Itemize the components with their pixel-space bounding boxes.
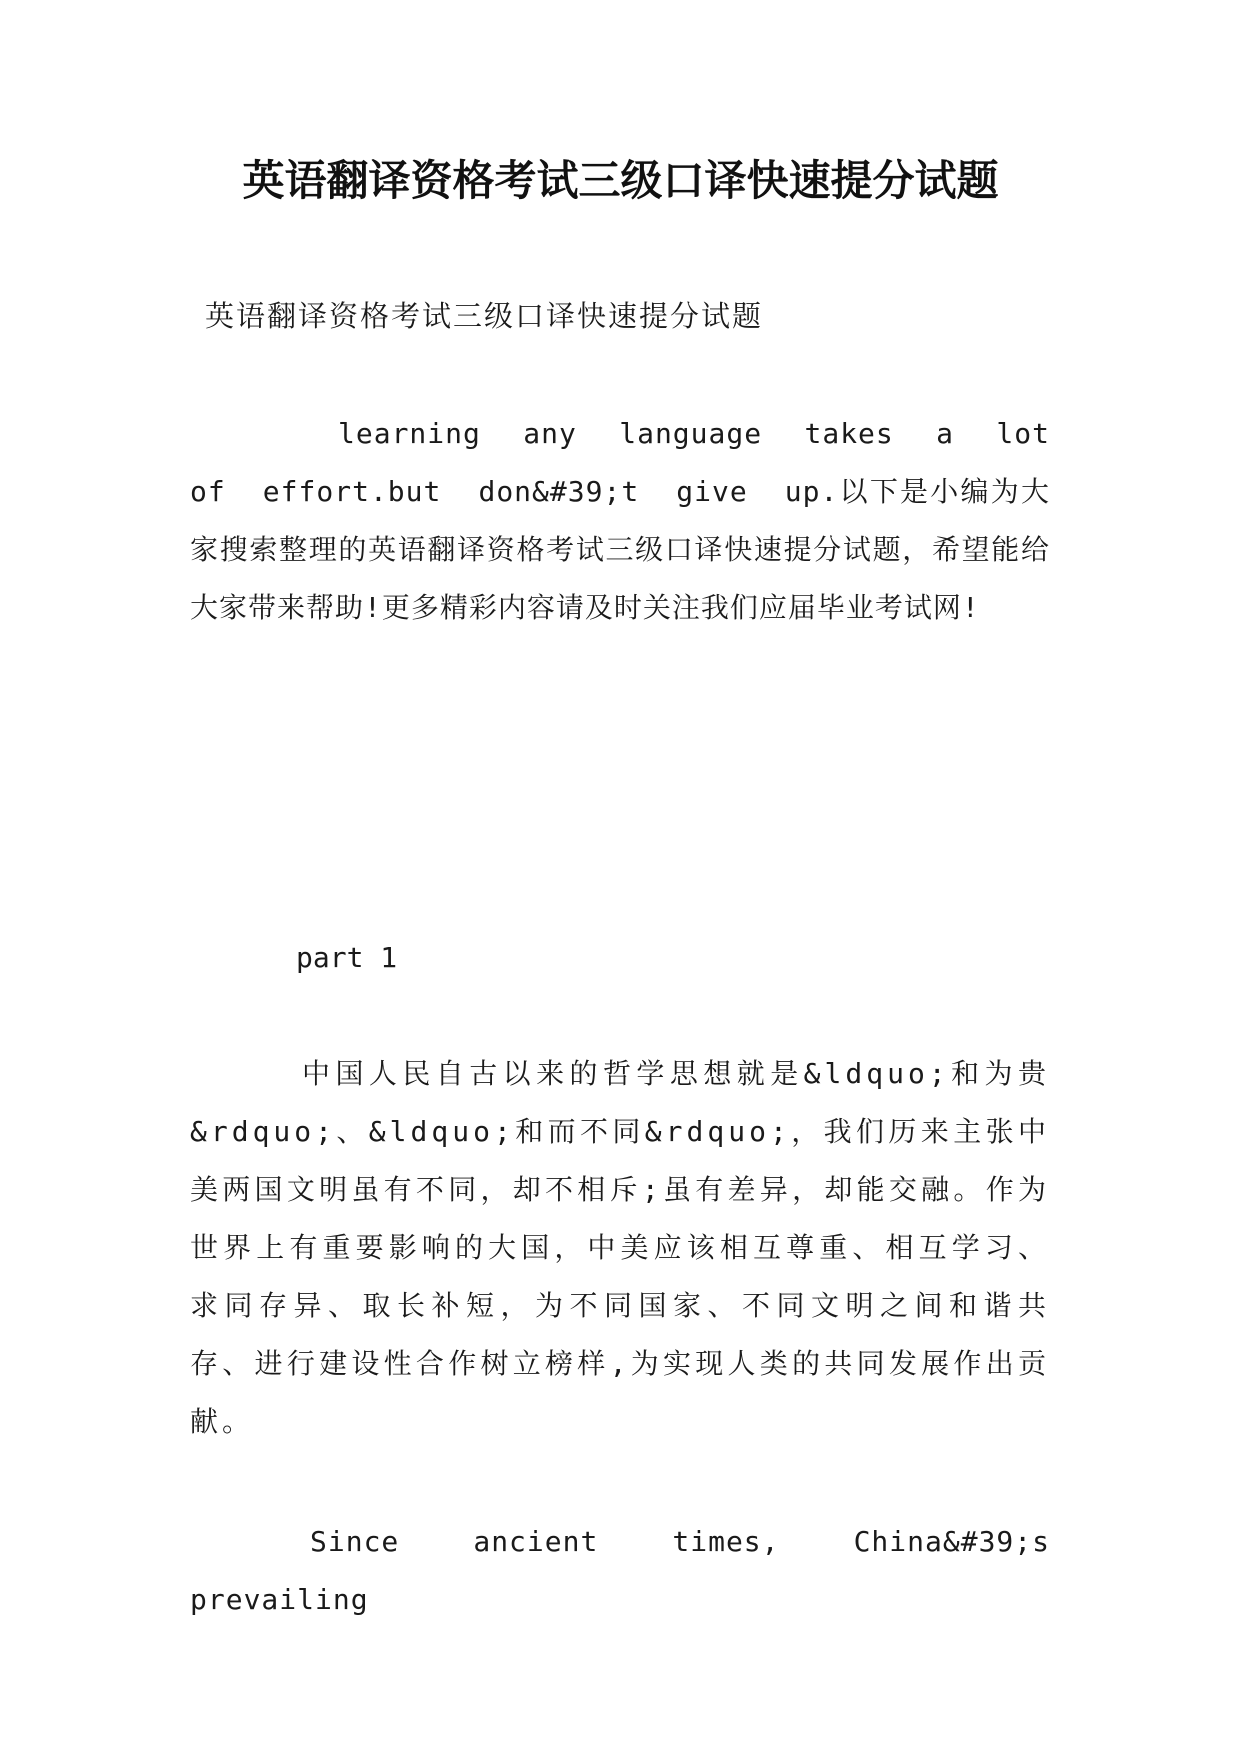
intro-paragraph: learning any language takes a lot of effort.but don&#39;t give up.以下是小编为大家搜索整理的英语翻译资格考试三级口译快速提分试题，希望能给大家带来帮助!更多精彩内容请及时关注我们应届毕业考试网! — [190, 417, 1050, 624]
document-title: 英语翻译资格考试三级口译快速提分试题 — [242, 156, 999, 205]
part-heading: part 1 — [296, 941, 398, 974]
chinese-passage-paragraph: 中国人民自古以来的哲学思想就是&ldquo;和为贵&rdquo;、&ldquo;和而不同&rdquo;，我们历来主张中美两国文明虽有不同，却不相斥;虽有差异，却能交融。作为世界上有重要影响的大国，中美应该相互尊重、相互学习、求同存异、取长补短，为不同国家、不同文明之间和谐共存、进行建设性合作树立榜样,为实现人类的共同发展作出贡献。 — [190, 1057, 1050, 1438]
english-translation-paragraph: Since ancient times, China&#39;s prevailing — [190, 1525, 1050, 1616]
document-subtitle: 英语翻译资格考试三级口译快速提分试题 — [205, 299, 764, 333]
